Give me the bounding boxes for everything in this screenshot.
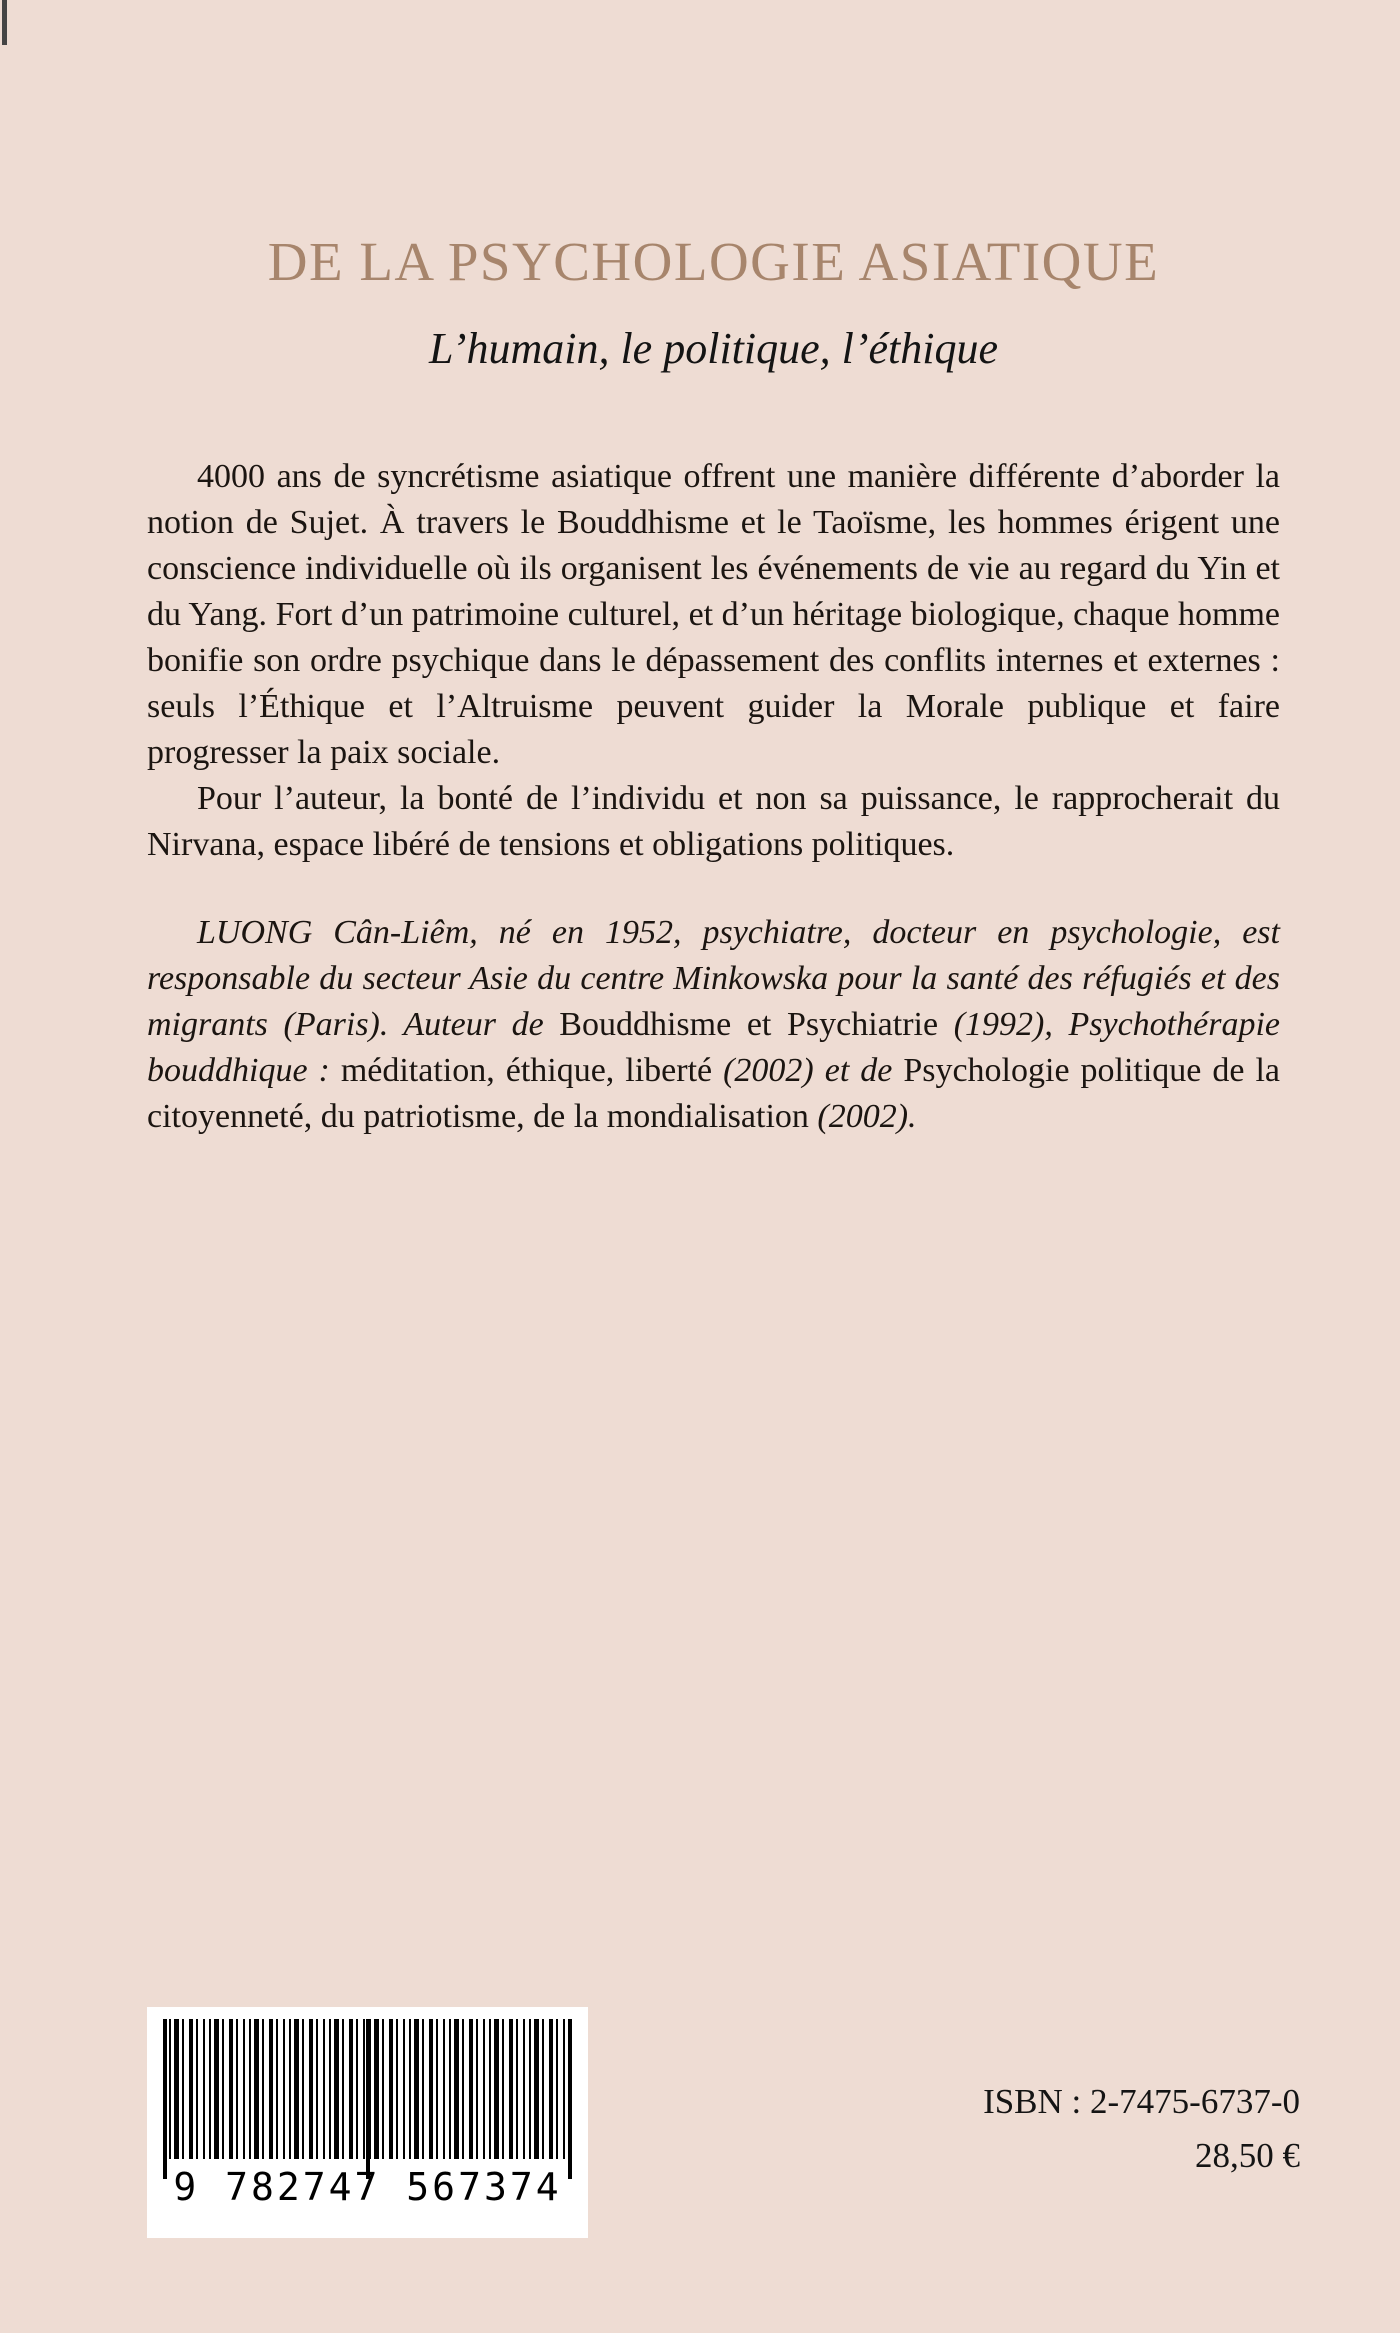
bio-segment-book-title: Psychologie politique de la citoyenneté, du patriotisme, de la mondialisation [147,1052,1280,1135]
bio-segment: (2002). [817,1098,917,1135]
cover-content [147,0,1280,1140]
barcode-guard-left [163,2019,167,2179]
barcode-number: 9 782747 567374 [173,2165,562,2209]
barcode-guard-right [568,2019,572,2179]
bio-segment: (2002) et de [723,1052,904,1089]
book-subtitle: L’humain, le politique, l’éthique [428,324,999,373]
scan-artifact [2,0,7,45]
isbn-block [983,2075,1300,2183]
bio-segment: LUONG Cân-Liêm, né en 1952, psychiatre, docteur en psychologie, est responsable du secteur Asie du centre Minkowska pour la santé des réfugiés et des migrants (Paris). Auteur de [147,914,1280,1043]
bio-segment: (1992), Psychothérapie bouddhique : [147,1006,1280,1089]
price-text: 28,50 € [1195,2136,1300,2175]
barcode [147,2007,588,2238]
isbn-text: ISBN : 2-7475-6737-0 [983,2082,1300,2121]
synopsis-paragraph-1: 4000 ans de syncrétisme asiatique offrent une manière différente d’aborder la notion de Sujet. À travers le Bouddhisme et le Taoïsme, les hommes érigent une conscience individuelle où ils organisent les événements de vie au regard du Yin et du Yang. Fort d’un patrimoine culturel, et d’un héritage biologique, chaque homme bonifie son ordre psychique dans le dépassement des conflits internes et externes : seuls l’Éthique et l’Altruisme peuvent guider la Morale publique et faire progresser la paix sociale. [147,458,1280,771]
book-title: DE LA PSYCHOLOGIE ASIATIQUE [267,231,1160,292]
bio-segment-book-title: Bouddhisme et Psychiatrie [559,1006,954,1043]
barcode-guard-center [366,2019,370,2179]
synopsis-paragraph-2: Pour l’auteur, la bonté de l’individu et non sa puissance, le rapprocherait du Nirvana, espace libéré de tensions et obligations politiques. [147,780,1280,863]
author-bio [147,910,1280,1140]
bio-segment-book-title: méditation, éthique, liberté [340,1052,724,1089]
